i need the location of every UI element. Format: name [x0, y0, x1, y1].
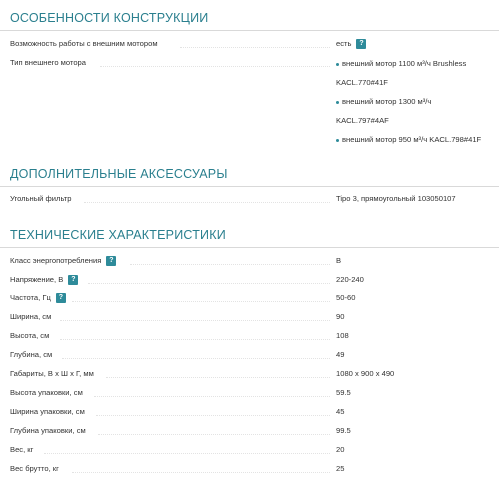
dot-leader — [44, 453, 330, 454]
spec-value: 20 — [336, 445, 345, 454]
spec-row — [0, 349, 499, 367]
spec-row — [0, 425, 499, 443]
spec-label: Тип внешнего мотора — [10, 58, 87, 67]
spec-label: Вес, кг — [10, 445, 34, 454]
section-title-construction: ОСОБЕННОСТИ КОНСТРУКЦИИ — [10, 11, 209, 25]
spec-label: Напряжение, В ? — [10, 274, 78, 286]
spec-label: Угольный фильтр — [10, 194, 72, 203]
spec-row — [0, 274, 499, 292]
spec-label: Габариты, В х Ш х Г, мм — [10, 369, 94, 378]
spec-row — [0, 255, 499, 273]
motor-name[interactable]: внешний мотор 950 м³/ч KACL.798#41F — [342, 135, 482, 144]
dot-leader — [62, 358, 330, 359]
dot-bullet-icon — [336, 63, 339, 66]
dot-leader — [180, 47, 330, 48]
dot-bullet-icon — [336, 139, 339, 142]
spec-label: Высота, см — [10, 331, 50, 340]
spec-row — [0, 406, 499, 424]
spec-row — [0, 463, 499, 481]
spec-label: Ширина, см — [10, 312, 52, 321]
dot-leader — [94, 396, 330, 397]
spec-value: 49 — [336, 350, 345, 359]
dot-leader — [130, 264, 330, 265]
spec-value: 25 — [336, 464, 345, 473]
divider — [0, 30, 499, 31]
dot-leader — [60, 320, 330, 321]
spec-value: 1080 x 900 x 490 — [336, 369, 395, 378]
spec-label: Частота, Гц ? — [10, 292, 66, 304]
motor-item[interactable] — [336, 134, 481, 146]
dot-leader — [72, 301, 330, 302]
motor-item[interactable] — [336, 58, 466, 70]
motor-code: KACL.797#4AF — [336, 116, 389, 125]
motor-code: KACL.770#41F — [336, 78, 388, 87]
spec-label: Глубина упаковки, см — [10, 426, 86, 435]
dot-leader — [100, 66, 330, 67]
spec-value: есть ? — [336, 38, 366, 50]
spec-row — [0, 444, 499, 462]
dot-leader — [88, 283, 330, 284]
spec-label: Высота упаковки, см — [10, 388, 83, 397]
question-mark-icon[interactable]: ? — [56, 293, 66, 303]
spec-row — [0, 292, 499, 310]
question-mark-icon[interactable]: ? — [356, 39, 366, 49]
divider — [0, 186, 499, 187]
spec-value: 220-240 — [336, 275, 364, 284]
dot-leader — [106, 377, 330, 378]
dot-leader — [84, 202, 330, 203]
spec-label: Класс энергопотребления ? — [10, 255, 116, 267]
spec-value: 99.5 — [336, 426, 351, 435]
spec-row-carbon-filter — [0, 193, 499, 211]
dot-leader — [72, 472, 330, 473]
section-title-accessories: ДОПОЛНИТЕЛЬНЫЕ АКСЕССУАРЫ — [10, 167, 228, 181]
spec-row — [0, 387, 499, 405]
spec-value: 59.5 — [336, 388, 351, 397]
spec-value: 50-60 — [336, 293, 356, 302]
spec-value: B — [336, 256, 342, 265]
motor-name[interactable]: внешний мотор 1100 м³/ч Brushless — [342, 59, 467, 68]
spec-row — [0, 368, 499, 386]
spec-value: Tipo 3, прямоугольный 103050107 — [336, 194, 456, 203]
dot-leader — [60, 339, 330, 340]
spec-label: Возможность работы с внешним мотором — [10, 39, 158, 48]
section-title-specs: ТЕХНИЧЕСКИЕ ХАРАКТЕРИСТИКИ — [10, 228, 226, 242]
spec-label: Вес брутто, кг — [10, 464, 59, 473]
spec-value: 90 — [336, 312, 345, 321]
spec-row — [0, 311, 499, 329]
dot-leader — [98, 434, 330, 435]
motor-item[interactable] — [336, 96, 431, 108]
question-mark-icon[interactable]: ? — [106, 256, 116, 266]
spec-row — [0, 330, 499, 348]
spec-row-external-motor — [0, 38, 499, 56]
dot-bullet-icon — [336, 101, 339, 104]
spec-value: 45 — [336, 407, 345, 416]
spec-value: 108 — [336, 331, 349, 340]
motor-name[interactable]: внешний мотор 1300 м³/ч — [342, 97, 432, 106]
spec-label: Ширина упаковки, см — [10, 407, 85, 416]
spec-label: Глубина, см — [10, 350, 53, 359]
question-mark-icon[interactable]: ? — [68, 275, 78, 285]
dot-leader — [96, 415, 330, 416]
divider — [0, 247, 499, 248]
